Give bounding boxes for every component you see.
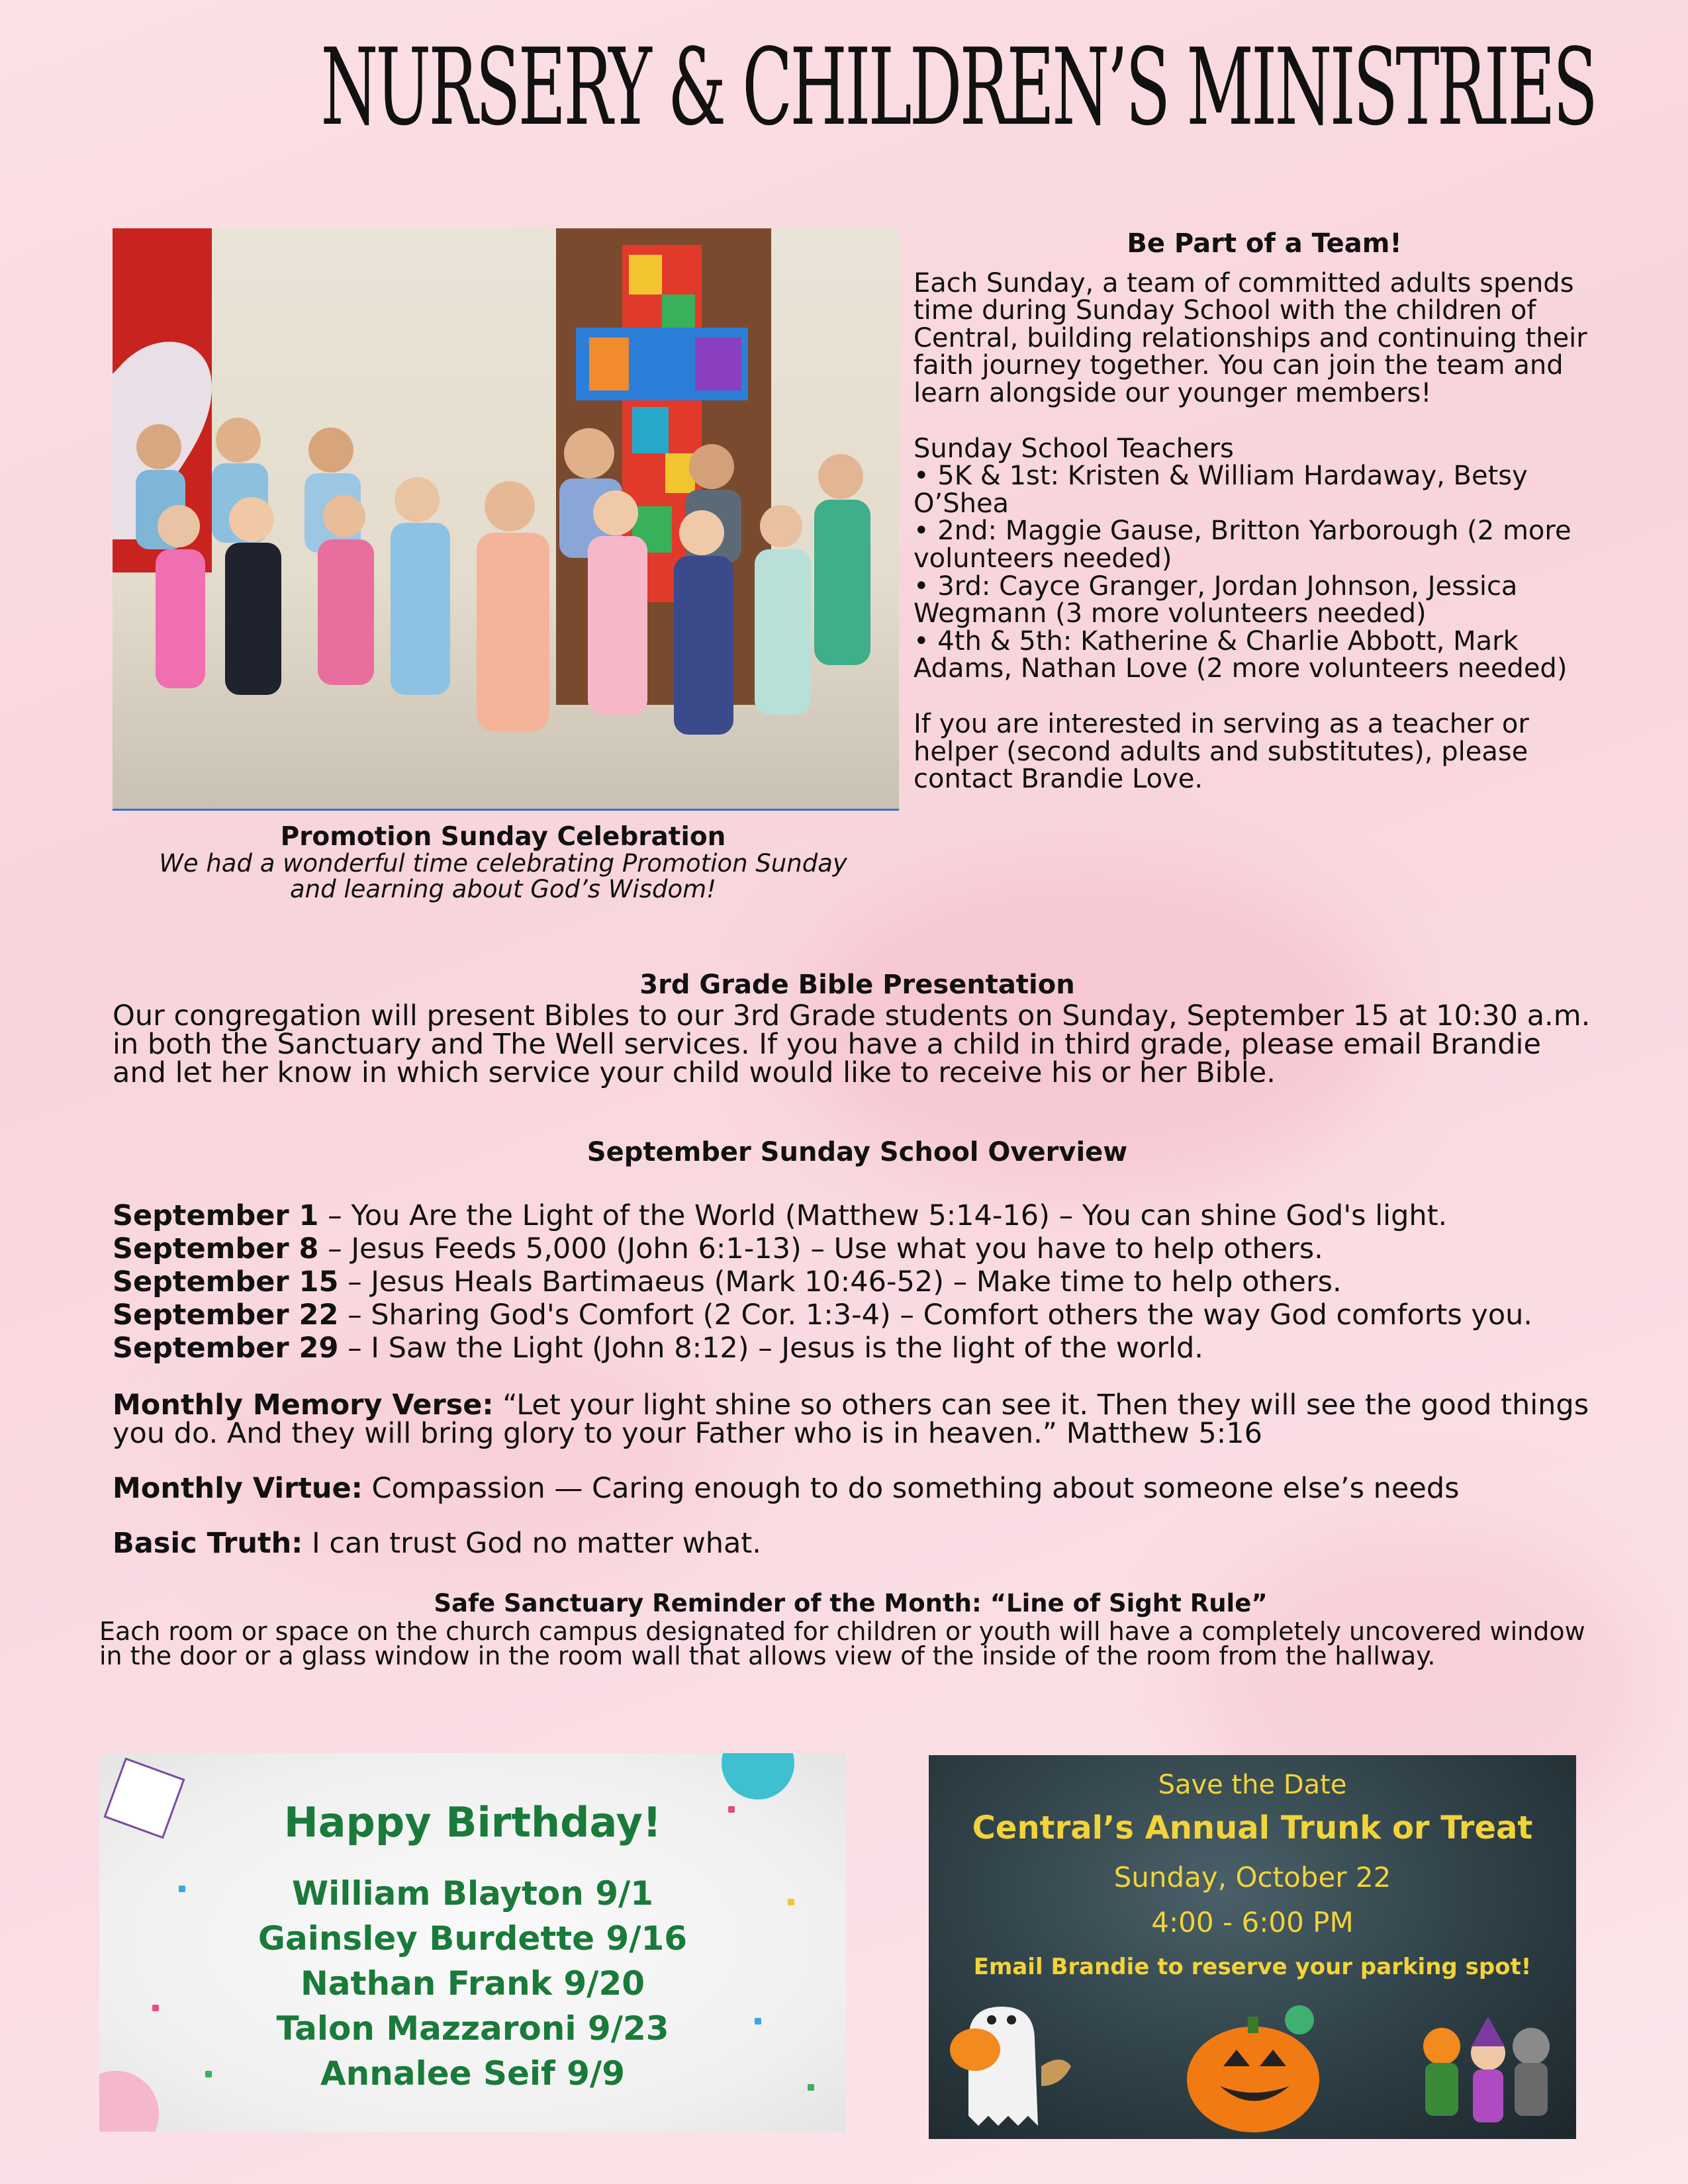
week-item: September 22 – Sharing God's Comfort (2 Cor. 1:3-4) – Comfort others the way God comforts you. — [113, 1298, 1533, 1332]
week-item: September 1 – You Are the Light of the World (Matthew 5:14-16) – You can shine God's light. — [113, 1199, 1448, 1232]
bible-body: Our congregation will present Bibles to our 3rd Grade students on Sunday, September 15 at 10:30 a.m. in both the Sanctuary and The Well services. If you have a child in third grade, please email Brandie and let her know in which service your child would like to receive his or her Bible. — [113, 999, 1591, 1089]
bible-heading: 3rd Grade Bible Presentation — [639, 970, 1075, 1000]
birthday-title: Happy Birthday! — [283, 1798, 662, 1846]
teacher-entry: • 4th & 5th: Katherine & Charlie Abbott, Mark Adams, Nathan Love (2 more volunteers needed) — [914, 625, 1568, 684]
teacher-entry: • 2nd: Maggie Gause, Britton Yarborough (2 more volunteers needed) — [914, 516, 1571, 574]
page-title: NURSERY & CHILDREN’S MINISTRIES — [320, 25, 1596, 149]
pumpkin-icon — [1187, 2005, 1319, 2132]
birthday-entry: Annalee Seif 9/9 — [320, 2054, 626, 2093]
team-section — [914, 230, 1615, 821]
week-item: September 15 – Jesus Heals Bartimaeus (Mark 10:46-52) – Make time to help others. — [113, 1265, 1342, 1298]
ghost-dog-icon — [950, 2007, 1071, 2126]
basic-truth: Basic Truth: I can trust God no matter what. — [113, 1527, 761, 1560]
event-note: Email Brandie to reserve your parking spot! — [973, 1954, 1532, 1980]
safe-sanctuary-section — [99, 1589, 1602, 1671]
teachers-heading: Sunday School Teachers — [914, 433, 1234, 464]
week-item: September 8 – Jesus Feeds 5,000 (John 6:1-13) – Use what you have to help others. — [113, 1232, 1323, 1265]
balloon-icon — [722, 1753, 794, 1799]
photo-caption — [132, 824, 874, 903]
birthday-entry: Talon Mazzaroni 9/23 — [276, 2009, 669, 2048]
promotion-sunday-photo — [113, 228, 899, 811]
event-title: Central’s Annual Trunk or Treat — [972, 1809, 1533, 1846]
teacher-entry: • 3rd: Cayce Granger, Jordan Johnson, Jessica Wegmann (3 more volunteers needed) — [914, 570, 1518, 629]
memory-verse: Monthly Memory Verse: “Let your light shine so others can see it. Then they will see the good things you do. And they will bring glory to your Father who is in heaven.” Matthew 5:16 — [113, 1388, 1589, 1450]
birthday-card — [99, 1753, 846, 2132]
safe-heading: Safe Sanctuary Reminder of the Month: “Line of Sight Rule” — [434, 1589, 1268, 1617]
team-intro: Each Sunday, a team of committed adults spends time during Sunday School with the children of Central, building relationships and continuing their faith journey together. You can join the team and learn alongside our younger members! — [914, 267, 1587, 408]
save-the-date: Save the Date — [1158, 1770, 1347, 1800]
monthly-virtue: Monthly Virtue: Compassion — Caring enough to do something about someone else’s needs — [113, 1472, 1460, 1505]
costumed-kids-icon — [1423, 2017, 1550, 2122]
caption-title: Promotion Sunday Celebration — [280, 822, 726, 852]
birthday-entry: William Blayton 9/1 — [291, 1874, 654, 1913]
event-time: 4:00 - 6:00 PM — [1151, 1906, 1354, 1938]
caption-body: We had a wonderful time celebrating Promotion Sunday and learning about God’s Wisdom! — [159, 848, 847, 903]
trunk-or-treat-card — [929, 1755, 1576, 2139]
birthday-entry: Nathan Frank 9/20 — [300, 1964, 645, 2003]
overview-heading: September Sunday School Overview — [586, 1137, 1128, 1167]
birthday-list — [99, 1871, 846, 2096]
birthday-entry: Gainsley Burdette 9/16 — [258, 1919, 688, 1958]
teacher-list — [914, 435, 1615, 683]
bible-presentation-section — [113, 972, 1602, 1087]
team-heading: Be Part of a Team! — [1127, 228, 1402, 259]
team-contact: If you are interested in serving as a teacher or helper (second adults and substitutes), please contact Brandie Love. — [914, 708, 1529, 795]
safe-body: Each room or space on the church campus designated for children or youth will have a completely uncovered window in the door or a glass window in the room wall that allows view of the inside of the room from the hallway. — [99, 1617, 1585, 1671]
week-list — [113, 1199, 1602, 1365]
teacher-entry: • 5K & 1st: Kristen & William Hardaway, Betsy O’Shea — [914, 461, 1528, 519]
sunday-school-overview — [113, 1137, 1602, 1558]
week-item: September 29 – I Saw the Light (John 8:12) – Jesus is the light of the world. — [113, 1332, 1203, 1365]
event-date: Sunday, October 22 — [1113, 1861, 1391, 1893]
